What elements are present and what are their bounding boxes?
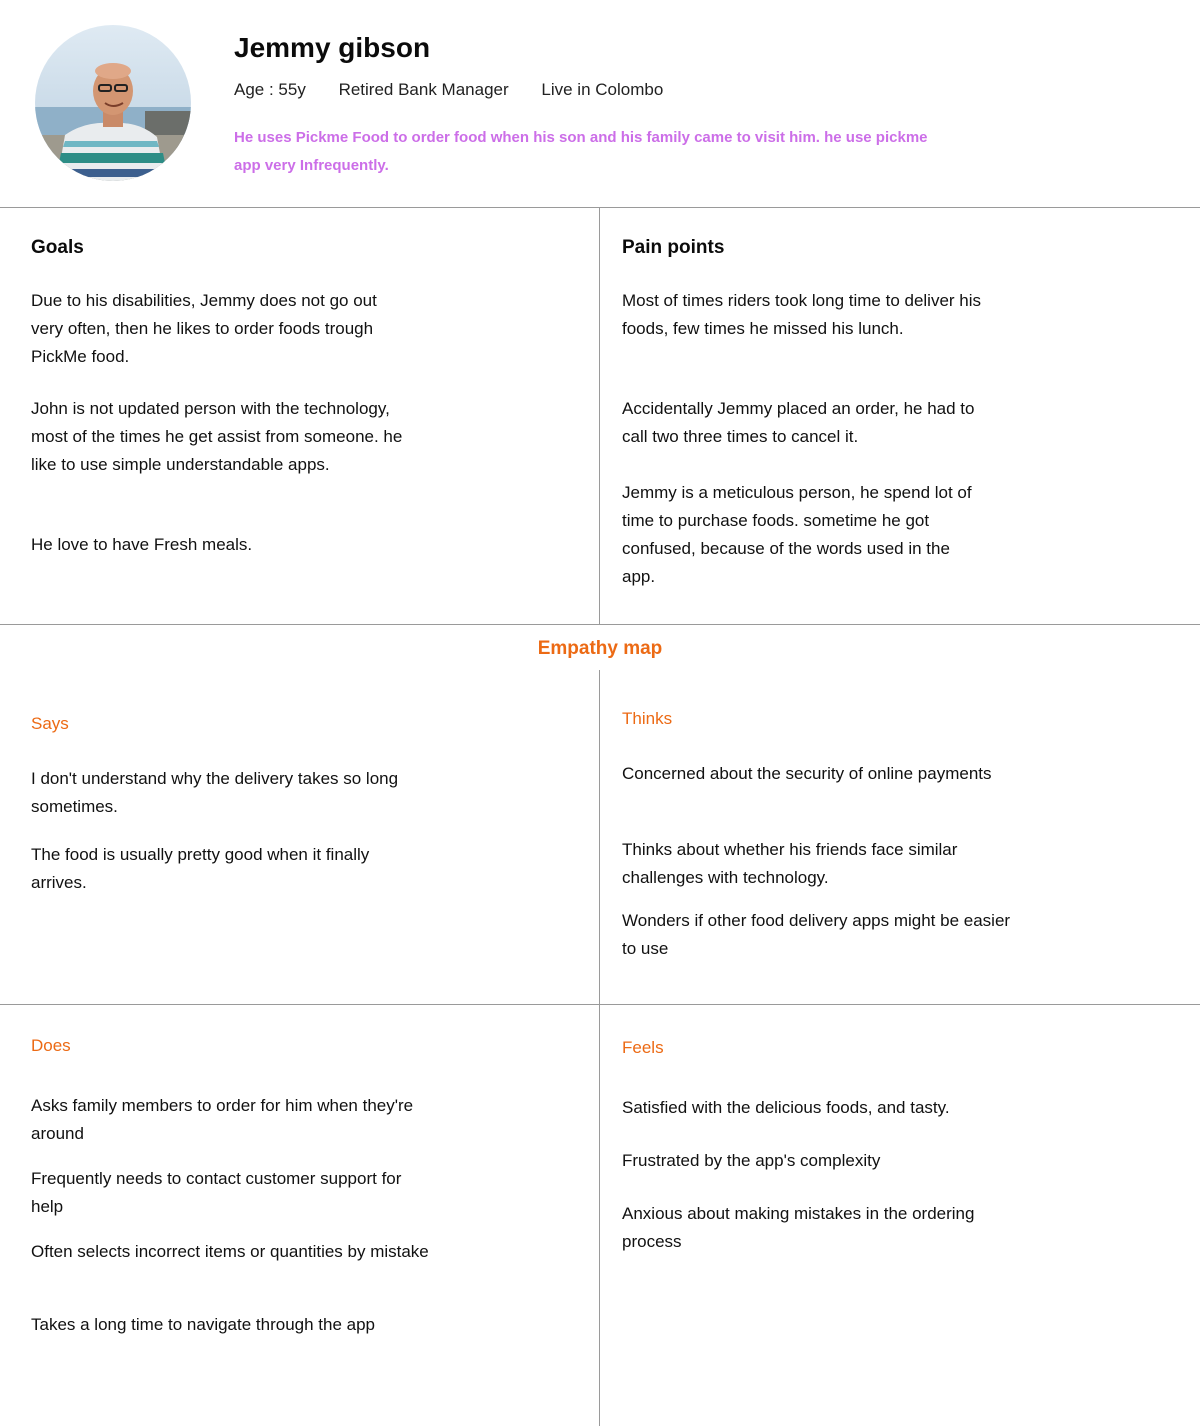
pain-point-item: Most of times riders took long time to deliver his foods, few times he missed his lunch. (622, 291, 982, 338)
pain-point-item: Accidentally Jemmy placed an order, he had to call two three times to cancel it. (622, 399, 975, 446)
says-title: Says (31, 714, 69, 733)
pain-point-item: Jemmy is a meticulous person, he spend lot of time to purchase foods. sometime he got confused, because of the words used in the app. (622, 483, 972, 586)
thinks-item: Wonders if other food delivery apps might be easier to use (622, 911, 1011, 958)
divider (599, 670, 600, 1426)
persona-name: Jemmy gibson (234, 32, 431, 63)
feels-item: Anxious about making mistakes in the ordering process (622, 1204, 975, 1251)
persona-age: Age : 55y (234, 80, 306, 99)
feels-title: Feels (622, 1038, 664, 1057)
does-item: Asks family members to order for him when they're around (31, 1096, 414, 1143)
avatar (35, 25, 191, 181)
does-item: Often selects incorrect items or quantities by mistake (31, 1242, 429, 1261)
thinks-item: Concerned about the security of online payments (622, 764, 992, 783)
goals-item: John is not updated person with the technology, most of the times he get assist from someone. he like to use simple understandable apps. (31, 399, 403, 474)
does-item: Takes a long time to navigate through the app (31, 1315, 376, 1334)
persona-bio: He uses Pickme Food to order food when his son and his family came to visit him. he use pickme app very Infrequently. (234, 129, 928, 174)
thinks-item: Thinks about whether his friends face similar challenges with technology. (622, 840, 958, 887)
says-item: I don't understand why the delivery takes so long sometimes. (31, 769, 399, 816)
says-item: The food is usually pretty good when it finally arrives. (31, 845, 370, 892)
goals-item: He love to have Fresh meals. (31, 535, 253, 554)
pain-points-title: Pain points (622, 237, 725, 258)
goals-title: Goals (31, 237, 84, 258)
feels-item: Frustrated by the app's complexity (622, 1151, 881, 1170)
does-title: Does (31, 1036, 71, 1055)
empathy-map-title: Empathy map (537, 638, 663, 659)
thinks-title: Thinks (622, 709, 673, 728)
avatar-photo (35, 25, 191, 181)
divider (599, 208, 600, 624)
divider (0, 624, 1200, 625)
divider (0, 207, 1200, 208)
does-item: Frequently needs to contact customer support for help (31, 1169, 402, 1216)
persona-meta (234, 78, 691, 102)
divider (0, 1004, 1200, 1005)
goals-item: Due to his disabilities, Jemmy does not go out very often, then he likes to order foods trough PickMe food. (31, 291, 377, 366)
persona-location: Live in Colombo (541, 80, 664, 99)
feels-item: Satisfied with the delicious foods, and tasty. (622, 1098, 950, 1117)
persona-occupation: Retired Bank Manager (338, 80, 509, 99)
